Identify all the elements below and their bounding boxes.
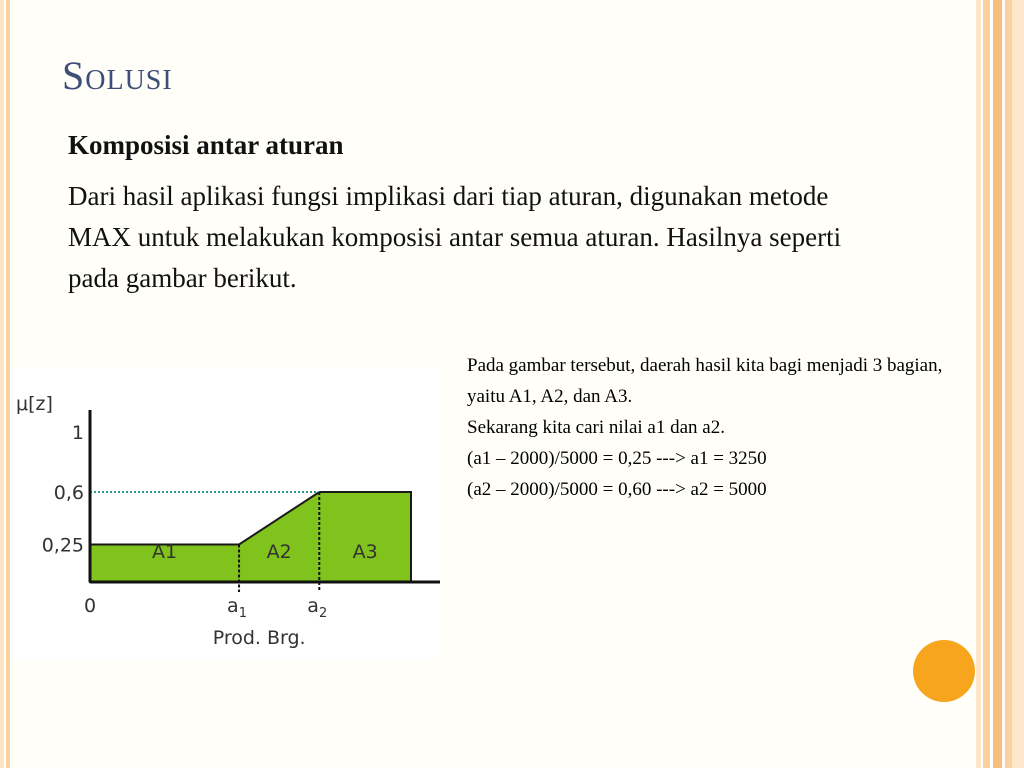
note-line: Sekarang kita cari nilai a1 dan a2. [467, 417, 725, 438]
y-tick-label: 0,25 [41, 534, 84, 557]
right-decor-stripes [976, 0, 1024, 768]
region-label-a3: A3 [352, 541, 378, 563]
slide-body-text: Dari hasil aplikasi fungsi implikasi dari tiap aturan, digunakan metode MAX untuk melakukan komposisi antar semua aturan. Hasilnya seperti pada gambar berikut. [68, 181, 842, 293]
decor-stripe [983, 0, 990, 768]
x-tick-main: 0 [84, 595, 97, 617]
x-tick-subscript: 1 [238, 606, 247, 621]
y-tick-label: 0,6 [53, 482, 84, 504]
x-tick-main: a [307, 595, 319, 617]
region-label-a1: A1 [151, 541, 178, 563]
note-line: (a2 – 2000)/5000 = 0,60 ---> a2 = 5000 [467, 479, 767, 500]
chart-svg [10, 368, 442, 658]
x-tick-main: a [227, 595, 239, 617]
decor-stripe [1005, 0, 1012, 768]
note-line: (a1 – 2000)/5000 = 0,25 ---> a1 = 3250 [467, 448, 767, 469]
left-decor-stripe [0, 0, 10, 768]
decor-stripe [993, 0, 1002, 768]
note-line: Pada gambar tersebut, daerah hasil kita bagi menjadi 3 bagian, yaitu A1, A2, dan A3. [467, 355, 943, 407]
x-tick-label [84, 595, 96, 617]
x-axis-label: Prod. Brg. [212, 627, 306, 649]
decor-stripe [1012, 0, 1024, 768]
slide-title: Solusi [62, 53, 173, 98]
membership-chart [10, 368, 442, 658]
x-tick-label [307, 595, 327, 621]
orange-circle-decor [913, 640, 975, 702]
x-tick-subscript: 2 [318, 606, 328, 621]
result-region-area [90, 492, 411, 582]
y-axis-label: μ[z] [16, 393, 53, 415]
explanation-note [467, 350, 967, 505]
region-label-a2: A2 [266, 541, 292, 563]
y-tick-label: 1 [71, 422, 84, 444]
slide-subheading: Komposisi antar aturan [68, 130, 344, 160]
x-tick-label [227, 595, 247, 621]
